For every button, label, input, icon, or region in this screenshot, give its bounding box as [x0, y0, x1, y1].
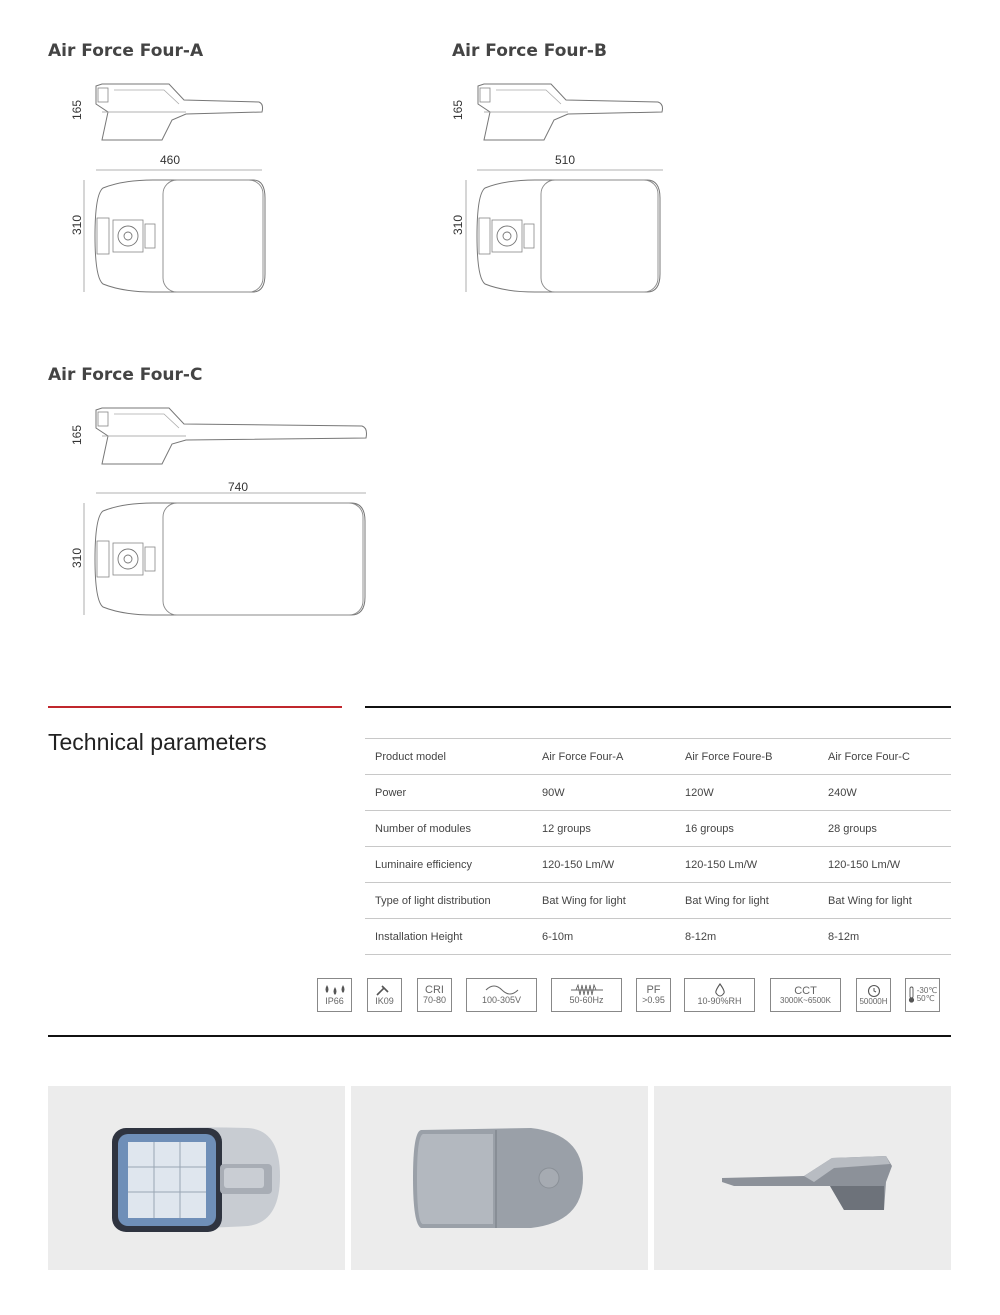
- param-label: Installation Height: [365, 919, 532, 955]
- model-a-length-label: 460: [160, 153, 181, 167]
- model-b-dimension-line: [477, 168, 663, 172]
- model-b-top-view: [475, 178, 663, 294]
- impact-rating-icon: [367, 978, 402, 1012]
- model-a-value: Air Force Four-A: [532, 739, 675, 775]
- temperature-range: [917, 987, 938, 1004]
- thermometer-icon: [908, 986, 915, 1004]
- luminaire-top-image: [351, 1086, 648, 1270]
- section-title: Technical parameters: [48, 729, 267, 755]
- cct-label: CCT: [794, 984, 817, 997]
- table-top-rule: [365, 706, 951, 708]
- param-label: Type of light distribution: [365, 883, 532, 919]
- model-c-dimension-line: [96, 491, 366, 495]
- hammer-icon: [374, 984, 396, 997]
- model-c-value: 240W: [818, 775, 951, 811]
- model-b-value: 16 groups: [675, 811, 818, 847]
- model-c-value: Bat Wing for light: [818, 883, 951, 919]
- model-c-value: 28 groups: [818, 811, 951, 847]
- param-label: Luminaire efficiency: [365, 847, 532, 883]
- model-a-top-view: [93, 178, 268, 294]
- frequency-icon: [551, 978, 622, 1012]
- cri-icon: [417, 978, 452, 1012]
- impact-rating-value: IK09: [375, 995, 394, 1006]
- cri-label: CRI: [425, 984, 444, 996]
- model-a-side-view: [94, 82, 264, 144]
- table-row: [365, 739, 951, 775]
- voltage-value: 100-305V: [481, 995, 522, 1006]
- model-c-top-view: [93, 501, 367, 617]
- param-label: Product model: [365, 739, 532, 775]
- accent-rule: [48, 706, 342, 708]
- model-a-dimension-line: [96, 168, 262, 172]
- lifetime-icon: [856, 978, 891, 1012]
- model-c-title: Air Force Four-C: [48, 365, 203, 385]
- model-b-width-label: 310: [451, 214, 465, 236]
- model-b-value: Air Force Foure-B: [675, 739, 818, 775]
- model-a-title: Air Force Four-A: [48, 41, 204, 61]
- temperature-min: -30℃: [916, 985, 938, 995]
- param-label: Number of modules: [365, 811, 532, 847]
- bottom-rule: [48, 1035, 951, 1037]
- model-c-length-label: 740: [228, 480, 249, 494]
- model-c-side-view: [94, 406, 368, 468]
- table-row: [365, 883, 951, 919]
- temperature-max: 50℃: [916, 994, 935, 1003]
- model-b-value: Bat Wing for light: [675, 883, 818, 919]
- model-a-value: Bat Wing for light: [532, 883, 675, 919]
- model-b-value: 120W: [675, 775, 818, 811]
- product-photo-side: [654, 1086, 951, 1270]
- frequency-value: 50-60Hz: [569, 995, 604, 1006]
- model-b-value: 8-12m: [675, 919, 818, 955]
- table-row: [365, 847, 951, 883]
- table-row: [365, 811, 951, 847]
- voltage-icon: [466, 978, 537, 1012]
- param-label: Power: [365, 775, 532, 811]
- cri-value: 70-80: [422, 995, 447, 1006]
- model-b-side-view: [476, 82, 664, 144]
- luminaire-side-image: [654, 1086, 951, 1270]
- model-a-value: 120-150 Lm/W: [532, 847, 675, 883]
- humidity-value: 10-90%RH: [697, 996, 742, 1007]
- model-a-value: 12 groups: [532, 811, 675, 847]
- model-c-value: 8-12m: [818, 919, 951, 955]
- model-b-height-label: 165: [451, 99, 465, 121]
- model-c-value: Air Force Four-C: [818, 739, 951, 775]
- lifetime-value: 50000H: [859, 996, 888, 1006]
- model-a-width-label: 310: [70, 214, 84, 236]
- power-factor-label: PF: [646, 984, 661, 996]
- water-drops-icon: [323, 984, 347, 997]
- model-b-length-label: 510: [555, 153, 576, 167]
- model-c-value: 120-150 Lm/W: [818, 847, 951, 883]
- luminaire-underside-image: [48, 1086, 345, 1270]
- model-c-height-label: 165: [70, 424, 84, 446]
- cct-value: 3000K~6500K: [780, 995, 831, 1005]
- table-row: [365, 919, 951, 955]
- temperature-icon: [905, 978, 940, 1012]
- model-a-value: 6-10m: [532, 919, 675, 955]
- product-photo-front: [48, 1086, 345, 1270]
- model-a-value: 90W: [532, 775, 675, 811]
- ip-rating-value: IP66: [325, 995, 344, 1006]
- cct-icon: [770, 978, 841, 1012]
- model-a-height-label: 165: [70, 99, 84, 121]
- water-drop-icon: [714, 983, 726, 997]
- clock-icon: [867, 984, 881, 998]
- power-factor-value: >0.95: [642, 995, 665, 1006]
- parameters-table: [365, 738, 951, 955]
- table-row: [365, 775, 951, 811]
- humidity-icon: [684, 978, 755, 1012]
- ip-rating-icon: [317, 978, 352, 1012]
- product-photo-top: [351, 1086, 648, 1270]
- model-b-title: Air Force Four-B: [452, 41, 607, 61]
- model-c-width-label: 310: [70, 547, 84, 569]
- power-factor-icon: [636, 978, 671, 1012]
- model-b-value: 120-150 Lm/W: [675, 847, 818, 883]
